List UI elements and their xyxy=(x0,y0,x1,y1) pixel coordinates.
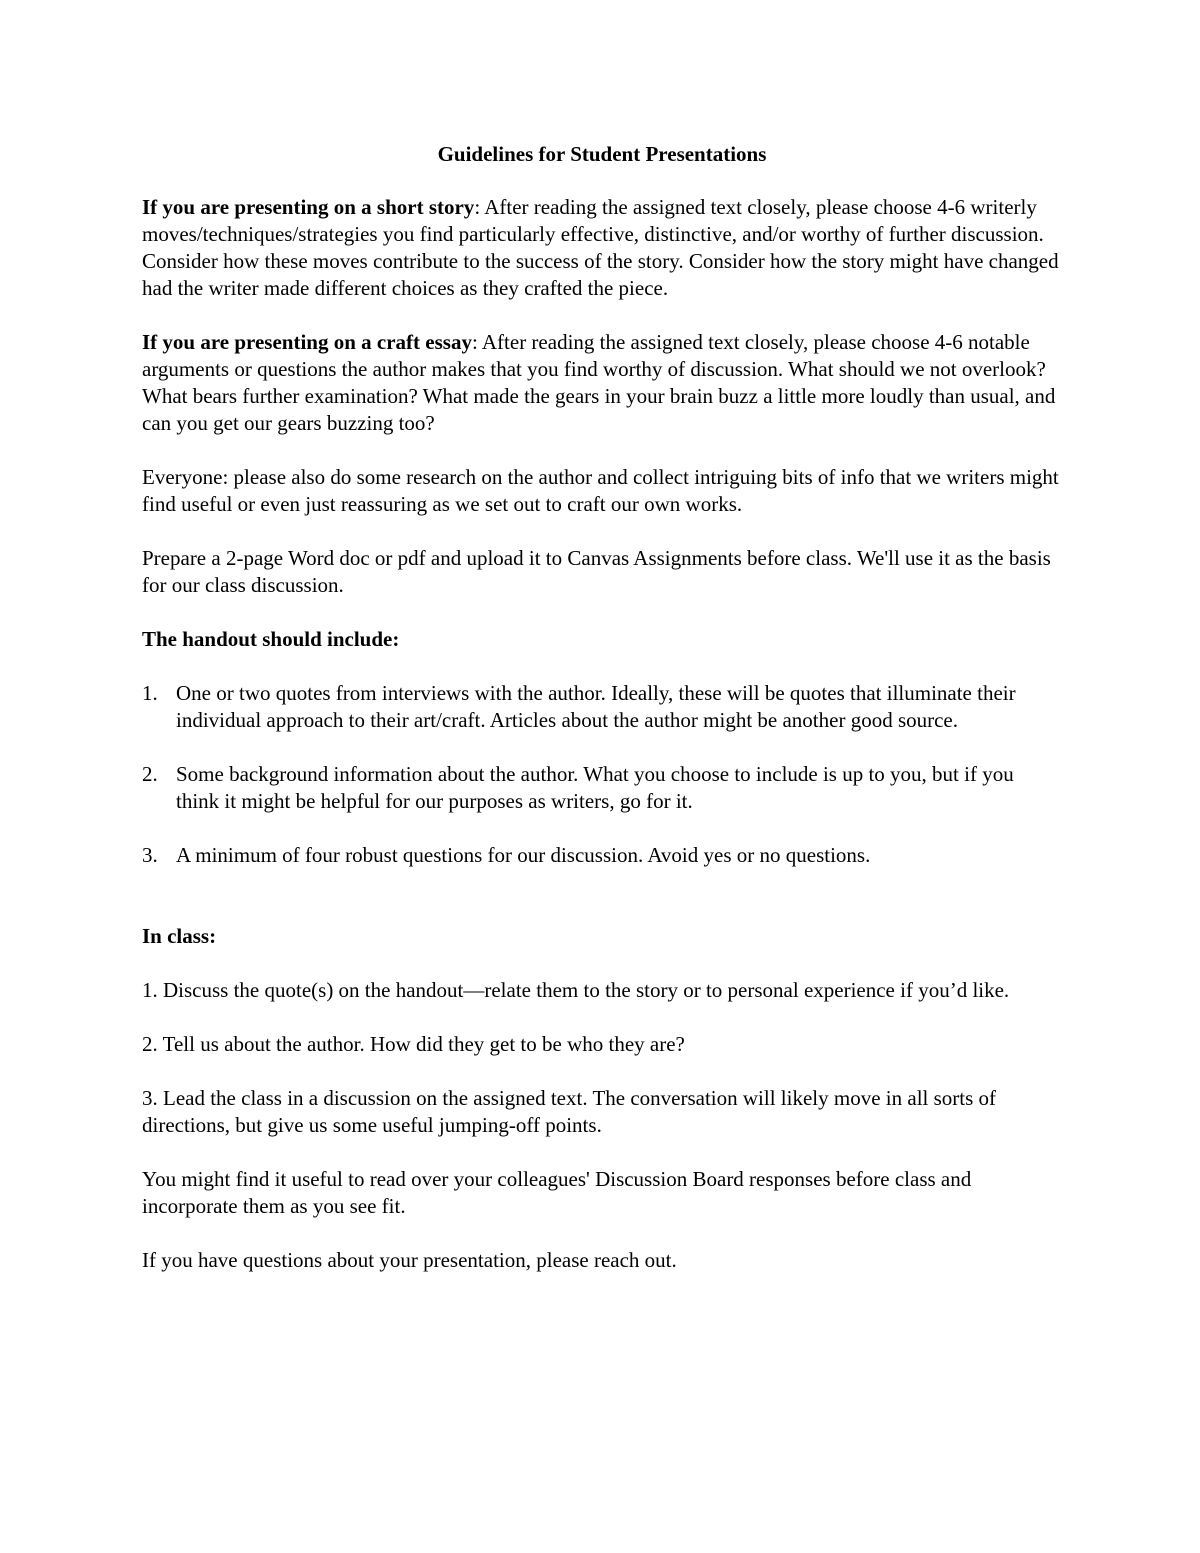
short-story-paragraph xyxy=(142,194,1062,302)
prepare-paragraph: Prepare a 2-page Word doc or pdf and upload it to Canvas Assignments before class. We'll use it as the basis for our class discussion. xyxy=(142,546,1051,597)
handout-item-number: 3. xyxy=(142,843,158,867)
handout-item-number: 1. xyxy=(142,681,158,705)
handout-item-1 xyxy=(142,680,1062,734)
in-class-item-2: 2. Tell us about the author. How did they get to be who they are? xyxy=(142,1032,685,1056)
handout-item-2 xyxy=(142,761,1062,815)
closing-paragraph: If you have questions about your presentation, please reach out. xyxy=(142,1248,677,1272)
handout-item-text: One or two quotes from interviews with the author. Ideally, these will be quotes that illuminate their individual approach to their art/craft. Articles about the author might be another good source. xyxy=(176,681,1016,732)
handout-item-text: Some background information about the author. What you choose to include is up to you, but if you think it might be helpful for our purposes as writers, go for it. xyxy=(176,762,1014,813)
handout-item-text: A minimum of four robust questions for our discussion. Avoid yes or no questions. xyxy=(176,843,871,867)
spacer xyxy=(142,896,1062,923)
document-page xyxy=(142,141,1062,1301)
handout-item-number: 2. xyxy=(142,762,158,786)
handout-heading: The handout should include: xyxy=(142,627,400,651)
short-story-body: : After reading the assigned text closely, please choose 4-6 writerly moves/techniques/strategies you find particularly effective, distinctive, and/or worthy of further discussion. Consider how these moves contribute to the success of the story. Consider how the story might have changed had the writer made different choices as they crafted the piece. xyxy=(142,195,1059,300)
handout-item-3 xyxy=(142,842,1062,869)
everyone-paragraph: Everyone: please also do some research on the author and collect intriguing bits of info that we writers might find useful or even just reassuring as we set out to craft our own works. xyxy=(142,465,1059,516)
in-class-item-1: 1. Discuss the quote(s) on the handout—relate them to the story or to personal experience if you’d like. xyxy=(142,978,1010,1002)
craft-essay-body: : After reading the assigned text closely, please choose 4-6 notable arguments or questions the author makes that you find worthy of discussion. What should we not overlook? What bears further examination? What made the gears in your brain buzz a little more loudly than usual, and can you get our gears buzzing too? xyxy=(142,330,1056,435)
in-class-item-3: 3. Lead the class in a discussion on the assigned text. The conversation will likely move in all sorts of directions, but give us some useful jumping-off points. xyxy=(142,1086,997,1137)
page-title: Guidelines for Student Presentations xyxy=(437,142,767,166)
craft-essay-paragraph xyxy=(142,329,1062,437)
craft-essay-lead: If you are presenting on a craft essay xyxy=(142,330,472,354)
colleagues-paragraph: You might find it useful to read over your colleagues' Discussion Board responses before class and incorporate them as you see fit. xyxy=(142,1167,972,1218)
in-class-heading: In class: xyxy=(142,924,217,948)
short-story-lead: If you are presenting on a short story xyxy=(142,195,475,219)
